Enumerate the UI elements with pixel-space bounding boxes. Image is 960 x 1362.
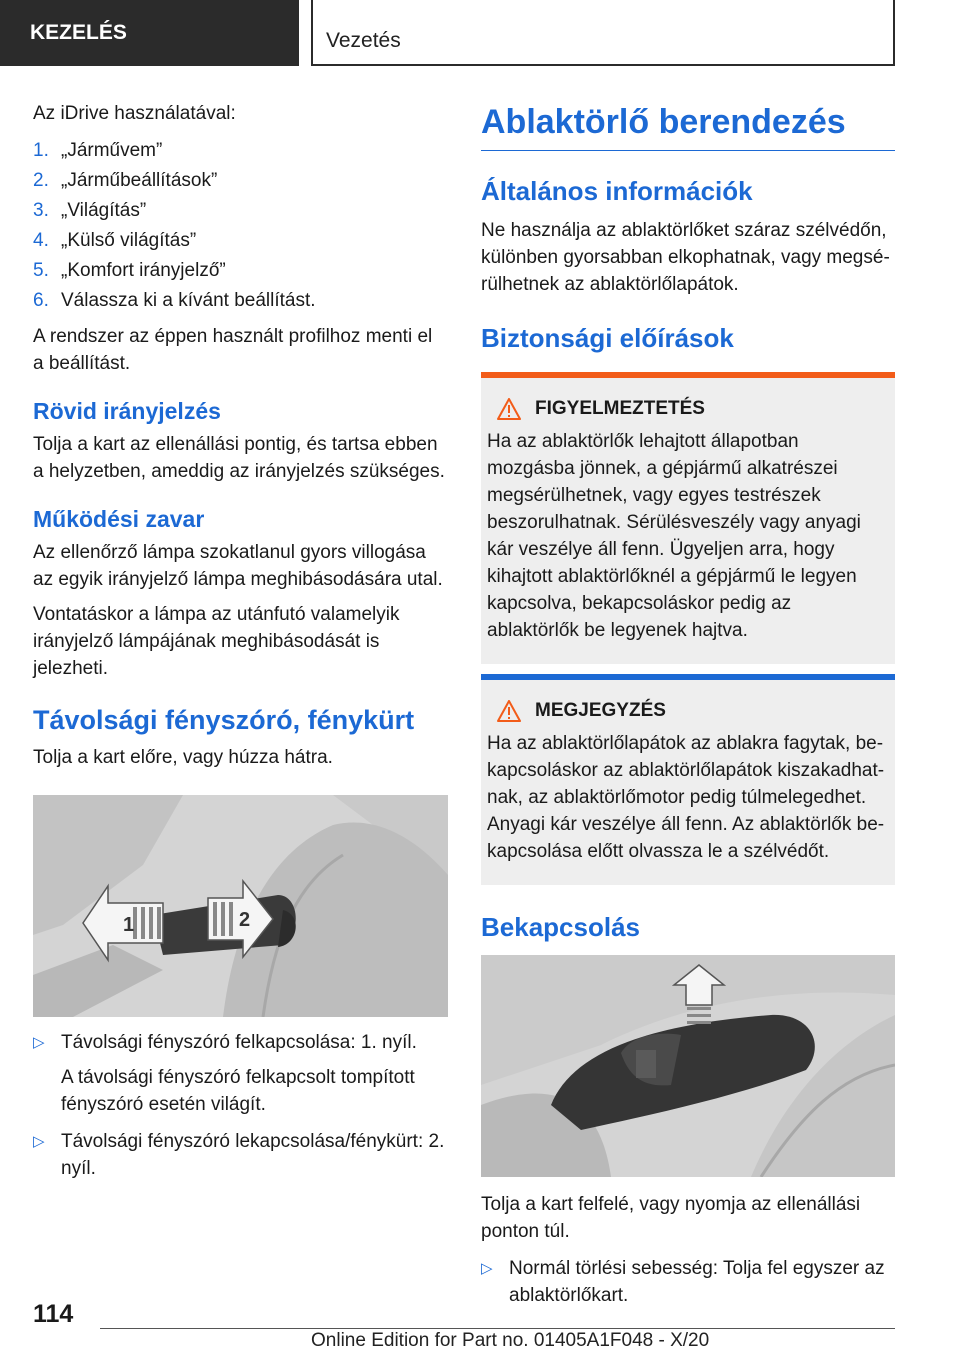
- wiper-lever-figure: [481, 955, 895, 1177]
- arrow-label-2: 2: [239, 909, 251, 931]
- bullet-text: Normál törlési sebesség: Tolja fel egyszer az ablaktörlőkart.: [509, 1258, 885, 1306]
- malfunction-heading: Működési zavar: [33, 506, 205, 532]
- switch-on-heading: Bekapcsolás: [481, 912, 640, 942]
- warning-label: FIGYELMEZTETÉS: [535, 398, 705, 419]
- high-beam-lever-figure: [33, 795, 448, 1017]
- section-tab: KEZELÉS: [0, 0, 299, 66]
- list-item: [33, 226, 448, 256]
- step-number: 6.: [33, 290, 49, 311]
- malfunction-text-2: Vontatáskor a lámpa az utánfutó valamelyik irányjelző lámpájának meghibásodását is jelezheti.: [33, 604, 400, 679]
- malfunction-text-1: Az ellenőrző lámpa szokatlanul gyors villogása az egyik irányjelző lámpa meghibásodására utal.: [33, 542, 443, 590]
- bullet-subtext: A távolsági fényszóró felkapcsolt tompított fényszóró esetén világít.: [61, 1067, 415, 1115]
- warning-box: [481, 372, 895, 664]
- wiper-bullets: [481, 1255, 895, 1309]
- lever-illustration: [33, 795, 448, 1017]
- step-number: 4.: [33, 230, 49, 251]
- edition-text: Online Edition for Part no. 01405A1F048 - X/20: [311, 1330, 710, 1351]
- list-item: [33, 1029, 448, 1118]
- list-item: [481, 1255, 895, 1309]
- right-column: [481, 100, 895, 1319]
- warning-text: Ha az ablaktörlők lehajtott állapotban mozgásba jönnek, a gépjármű alkatrészei megsérülhetnek, vagy egyes testrészek beszorulhatnak. Sérülésveszély vagy anyagi kár veszélye áll fenn. Ügyeljen arra, hogy kihajtott ablaktörlőknél a gépjármű le legyen kapcsolva, bekapcsoláskor pedig az ablaktörlők be legyenek hajtva.: [487, 431, 861, 641]
- safety-heading: Biztonsági előírások: [481, 323, 734, 353]
- list-item: [33, 256, 448, 286]
- high-beam-text: Tolja a kart előre, vagy húzza hátra.: [33, 747, 333, 768]
- profile-note: A rendszer az éppen használt profilhoz menti el a beállítást.: [33, 326, 433, 374]
- step-number: 1.: [33, 140, 49, 161]
- step-text: „Világítás”: [61, 200, 147, 221]
- step-text: „Járműbeállítások”: [61, 170, 218, 191]
- list-item: [33, 136, 448, 166]
- high-beam-bullets: [33, 1029, 448, 1182]
- bullet-text: Távolsági fényszóró lekapcsolása/fénykürt: 2. nyíl.: [61, 1131, 445, 1179]
- step-number: 3.: [33, 200, 49, 221]
- bullet-triangle-icon: ▷: [33, 1034, 45, 1051]
- short-signal-text: Tolja a kart az ellenállási pontig, és tartsa ebben a helyzetben, ameddig az irányjelzés szükséges.: [33, 434, 445, 482]
- list-item: [33, 286, 448, 316]
- bullet-triangle-icon: ▷: [33, 1133, 45, 1150]
- general-info-text: Ne használja az ablaktörlőket száraz szélvédőn, különben gyorsabban elkophatnak, vagy megsérülhetnek az ablaktörlőlapátok.: [481, 220, 890, 295]
- list-item: [33, 1128, 448, 1182]
- note-label: MEGJEGYZÉS: [535, 700, 666, 721]
- list-item: [33, 196, 448, 226]
- note-box: [481, 674, 895, 885]
- step-text: „Külső világítás”: [61, 230, 197, 251]
- general-info-heading: Általános információk: [481, 176, 753, 206]
- wiper-illustration: [481, 955, 895, 1177]
- note-text: Ha az ablaktörlőlapátok az ablakra fagytak, bekapcsoláskor az ablaktörlőlapátok kiszakadhatnak, az ablaktörlőmotor pedig túlmelegedhet. Anyagi kár veszélye áll fenn. Az ablaktörlők bekapcsolása előtt olvassza le a szélvédőt.: [487, 733, 885, 862]
- page-number: 114: [33, 1300, 74, 1328]
- page-header: [0, 0, 960, 66]
- bullet-text: Távolsági fényszóró felkapcsolása: 1. nyíl.: [61, 1032, 417, 1053]
- list-item: [33, 166, 448, 196]
- short-signal-heading: Rövid irányjelzés: [33, 398, 221, 424]
- step-number: 2.: [33, 170, 49, 191]
- footer-divider: [100, 1328, 895, 1329]
- step-text: Válassza ki a kívánt beállítást.: [61, 290, 316, 311]
- intro-text: Az iDrive használatával:: [33, 103, 236, 124]
- arrow-label-1: 1: [123, 914, 135, 936]
- bullet-triangle-icon: ▷: [481, 1260, 493, 1277]
- high-beam-heading: Távolsági fényszóró, fénykürt: [33, 705, 415, 735]
- warning-triangle-icon: [497, 398, 521, 420]
- step-text: „Járművem”: [61, 140, 163, 161]
- chapter-title: Vezetés: [311, 0, 895, 66]
- wiper-system-heading: Ablaktörlő berendezés: [481, 100, 895, 151]
- left-column: [33, 100, 448, 1192]
- switch-on-text: Tolja a kart felfelé, vagy nyomja az ellenállási ponton túl.: [481, 1194, 861, 1242]
- step-list: [33, 136, 448, 316]
- note-triangle-icon: [497, 700, 521, 722]
- step-text: „Komfort irányjelző”: [61, 260, 226, 281]
- step-number: 5.: [33, 260, 49, 281]
